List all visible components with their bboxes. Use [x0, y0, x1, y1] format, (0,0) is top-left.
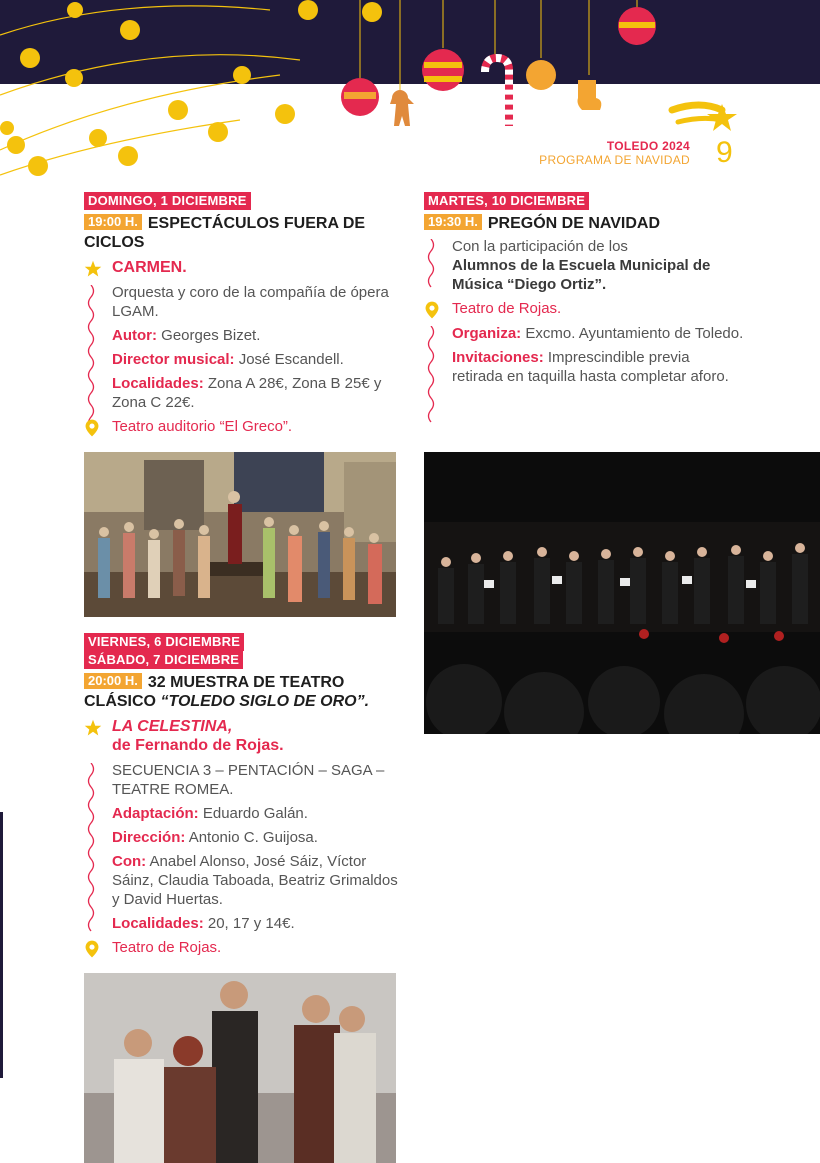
- event-celestina: [84, 633, 404, 957]
- author-value: Georges Bizet.: [161, 327, 261, 344]
- event-time: 19:00 H.: [84, 214, 142, 230]
- comet-star-icon: [672, 104, 737, 131]
- squiggle-decoration: [86, 285, 96, 427]
- organizer-line: [452, 324, 744, 343]
- tickets-value: 20, 17 y 14€.: [207, 915, 295, 932]
- event-pregon: [424, 192, 744, 391]
- venue-row: [84, 417, 404, 436]
- photo-music-school-band: [424, 452, 820, 734]
- tickets-value: Zona A 28€, Zona B 25€ y Zona C 22€.: [112, 375, 382, 411]
- event-heading: [424, 214, 744, 233]
- adaptation-line: [112, 804, 404, 823]
- show-author: de Fernando de Rojas.: [112, 737, 284, 754]
- participants: Alumnos de la Escuela Municipal de Música “Diego Ortiz”.: [452, 257, 711, 293]
- event-category: PREGÓN DE NAVIDAD: [487, 215, 661, 232]
- adaptation-label: Adaptación:: [112, 805, 199, 822]
- tickets-label: Localidades:: [112, 375, 204, 392]
- venue: Teatro auditorio “El Greco”.: [112, 418, 293, 435]
- organizer-label: Organiza:: [452, 325, 522, 342]
- event-heading: [84, 673, 404, 711]
- event-time: 20:00 H.: [84, 673, 142, 689]
- show-title: CARMEN.: [112, 259, 187, 276]
- event-category-italic: “TOLEDO SIGLO DE ORO”.: [160, 693, 370, 710]
- event-intro: [424, 237, 744, 294]
- director-label: Director musical:: [112, 351, 235, 368]
- author-label: Autor:: [112, 327, 157, 344]
- event-date: MARTES, 10 DICIEMBRE: [424, 192, 589, 210]
- header-city: TOLEDO 2024: [606, 139, 690, 153]
- cast-value: Anabel Alonso, José Sáiz, Víctor Sáinz, Claudia Taboada, Beatriz Grimaldos y David Huertas.: [112, 853, 398, 908]
- event-dates: [84, 633, 404, 669]
- location-pin-icon: [84, 940, 100, 958]
- venue: Teatro de Rojas.: [112, 939, 222, 956]
- tickets-label: Localidades:: [112, 915, 204, 932]
- director-line: [112, 350, 404, 369]
- header-subtitle: PROGRAMA DE NAVIDAD: [539, 153, 690, 167]
- invitations-line: [452, 348, 744, 386]
- show-title: LA CELESTINA,: [112, 718, 233, 735]
- adaptation-value: Eduardo Galán.: [202, 805, 308, 822]
- venue-row: [84, 938, 404, 957]
- squiggle-decoration: [86, 763, 96, 933]
- event-category: ESPECTÁCULOS FUERA DE CICLOS: [84, 215, 366, 251]
- page-header: [539, 139, 690, 167]
- intro-text: Con la participación de los: [452, 238, 628, 255]
- author-line: [112, 326, 404, 345]
- venue: Teatro de Rojas.: [452, 300, 562, 317]
- event-details: [424, 324, 744, 386]
- photo-celestina-cast: [84, 973, 396, 1163]
- event-date-2: SÁBADO, 7 DICIEMBRE: [84, 651, 243, 669]
- stocking-icon: [578, 80, 602, 110]
- tickets-line: [112, 914, 404, 933]
- gingerbread-icon: [390, 90, 414, 126]
- direction-label: Dirección:: [112, 829, 186, 846]
- director-value: José Escandell.: [238, 351, 344, 368]
- event-details: [84, 283, 404, 412]
- event-details: [84, 761, 404, 933]
- show-row: [84, 258, 404, 277]
- direction-value: Antonio C. Guijosa.: [188, 829, 318, 846]
- venue-row: [424, 299, 744, 318]
- christmas-lights-decoration: [0, 0, 820, 190]
- company: SECUENCIA 3 – PENTACIÓN – SAGA – TEATRE ROMEA.: [112, 762, 385, 798]
- organizer-value: Excmo. Ayuntamiento de Toledo.: [525, 325, 744, 342]
- event-category: 32 MUESTRA DE TEATRO CLÁSICO: [84, 674, 345, 710]
- event-date: DOMINGO, 1 DICIEMBRE: [84, 192, 251, 210]
- star-icon: [84, 719, 102, 737]
- squiggle-decoration: [426, 326, 436, 426]
- page-number: 9: [716, 136, 733, 169]
- cast-line: [112, 852, 404, 909]
- invitations-value: Imprescindible previa retirada en taquilla hasta completar aforo.: [452, 349, 729, 385]
- direction-line: [112, 828, 404, 847]
- show-row: [84, 717, 404, 755]
- tickets-line: [112, 374, 404, 412]
- event-time: 19:30 H.: [424, 214, 482, 230]
- event-carmen: [84, 192, 404, 436]
- location-pin-icon: [424, 301, 440, 319]
- left-edge-bar: [0, 812, 3, 1078]
- photo-carmen-opera: [84, 452, 396, 617]
- squiggle-decoration: [426, 239, 436, 289]
- star-icon: [84, 260, 102, 278]
- show-description: Orquesta y coro de la compañía de ópera LGAM.: [112, 284, 389, 320]
- cast-label: Con:: [112, 853, 147, 870]
- event-heading: [84, 214, 404, 252]
- location-pin-icon: [84, 419, 100, 437]
- invitations-label: Invitaciones:: [452, 349, 544, 366]
- event-date-1: VIERNES, 6 DICIEMBRE: [84, 633, 244, 651]
